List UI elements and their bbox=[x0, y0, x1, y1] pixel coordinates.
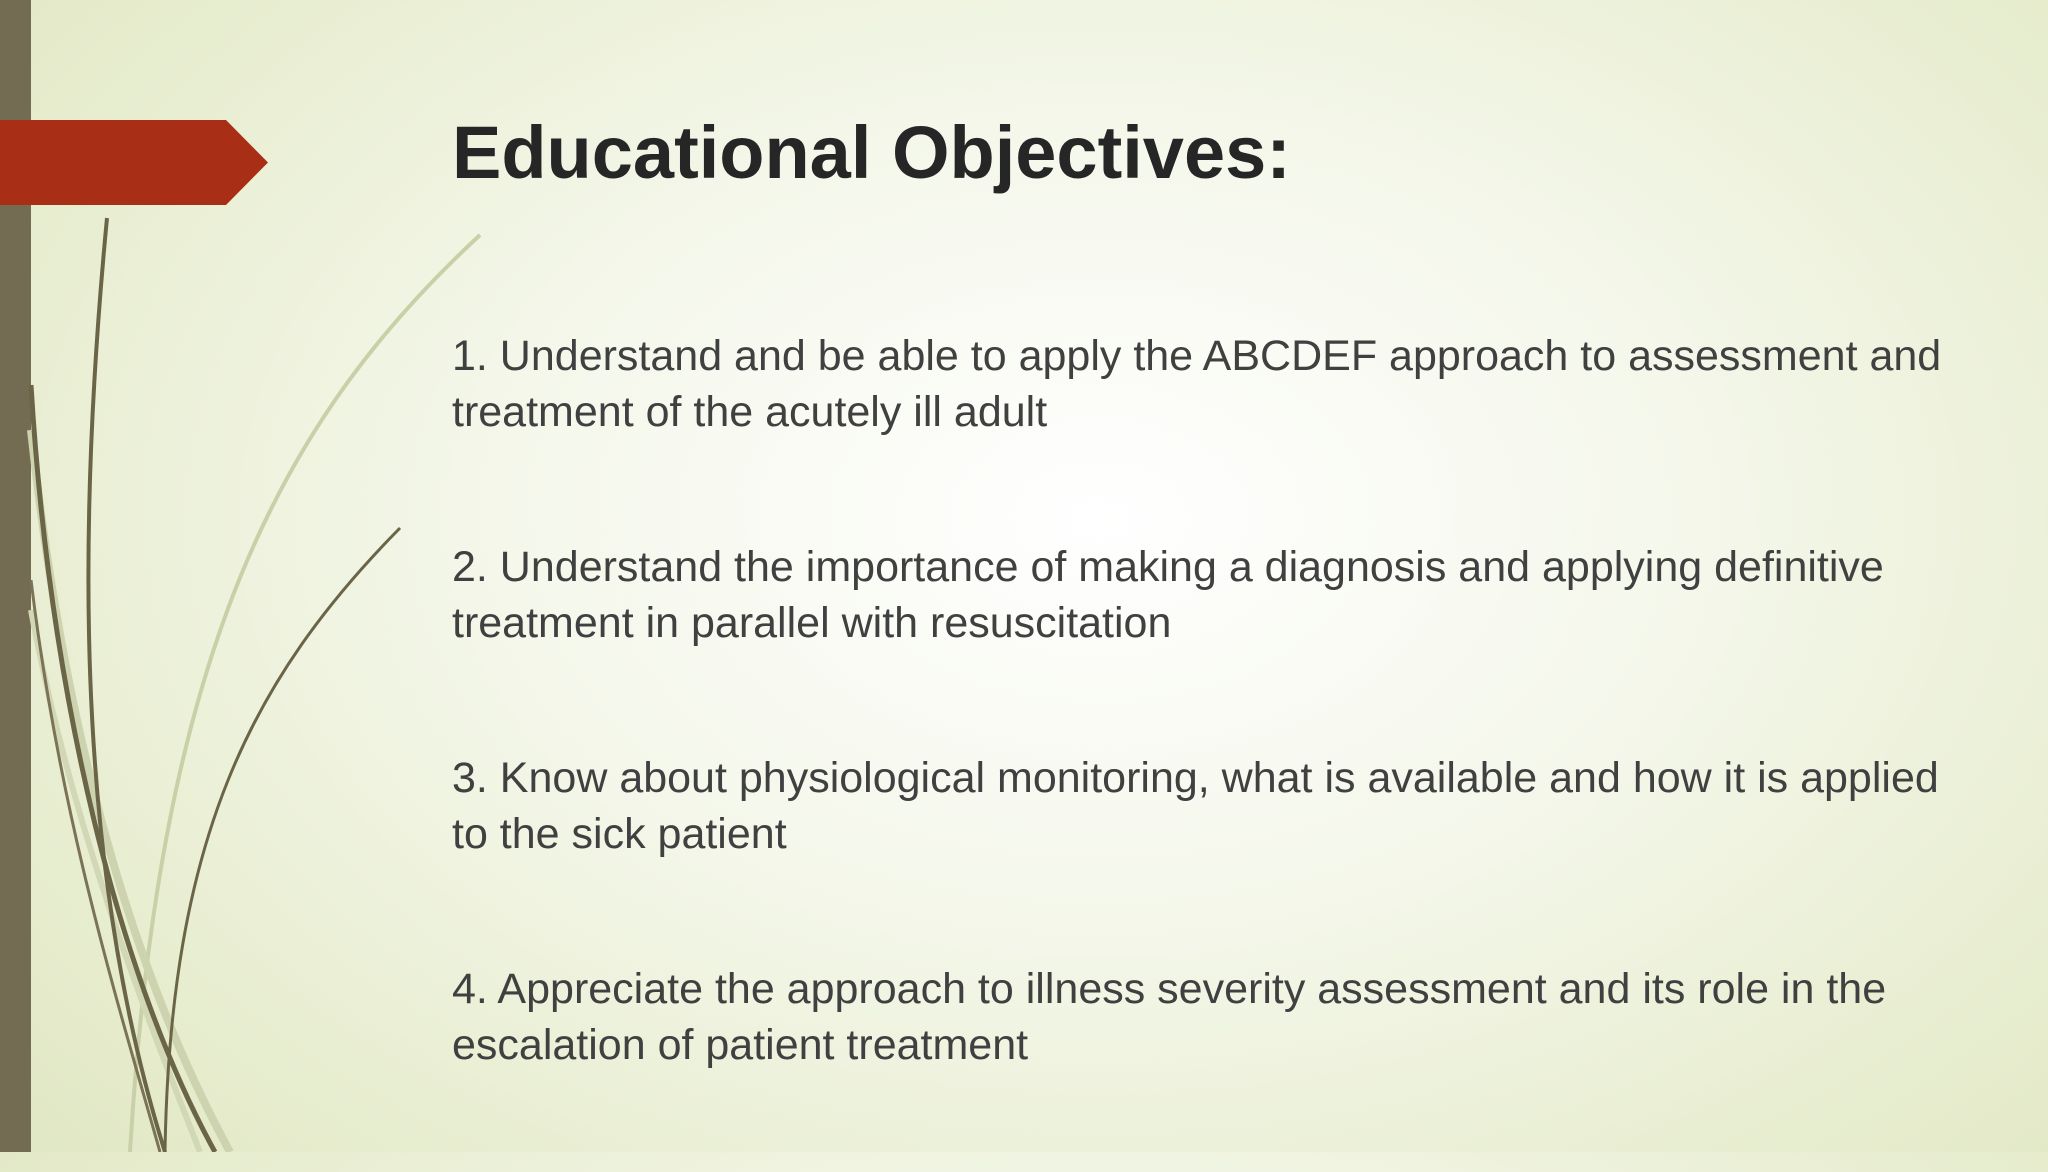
objective-item: 2. Understand the importance of making a diagnosis and applying definitive treatment in parallel with resuscitation bbox=[452, 543, 1884, 647]
slide-title: Educational Objectives: bbox=[452, 111, 1291, 194]
objectives-list bbox=[452, 328, 1972, 1172]
objective-item: 4. Appreciate the approach to illness severity assessment and its role in the escalation of patient treatment bbox=[452, 965, 1887, 1069]
arrow-tab-shape bbox=[0, 120, 268, 205]
objective-item: 3. Know about physiological monitoring, what is available and how it is applied to the sick patient bbox=[452, 754, 1939, 858]
objective-item: 1. Understand and be able to apply the ABCDEF approach to assessment and treatment of the acutely ill adult bbox=[452, 332, 1942, 436]
